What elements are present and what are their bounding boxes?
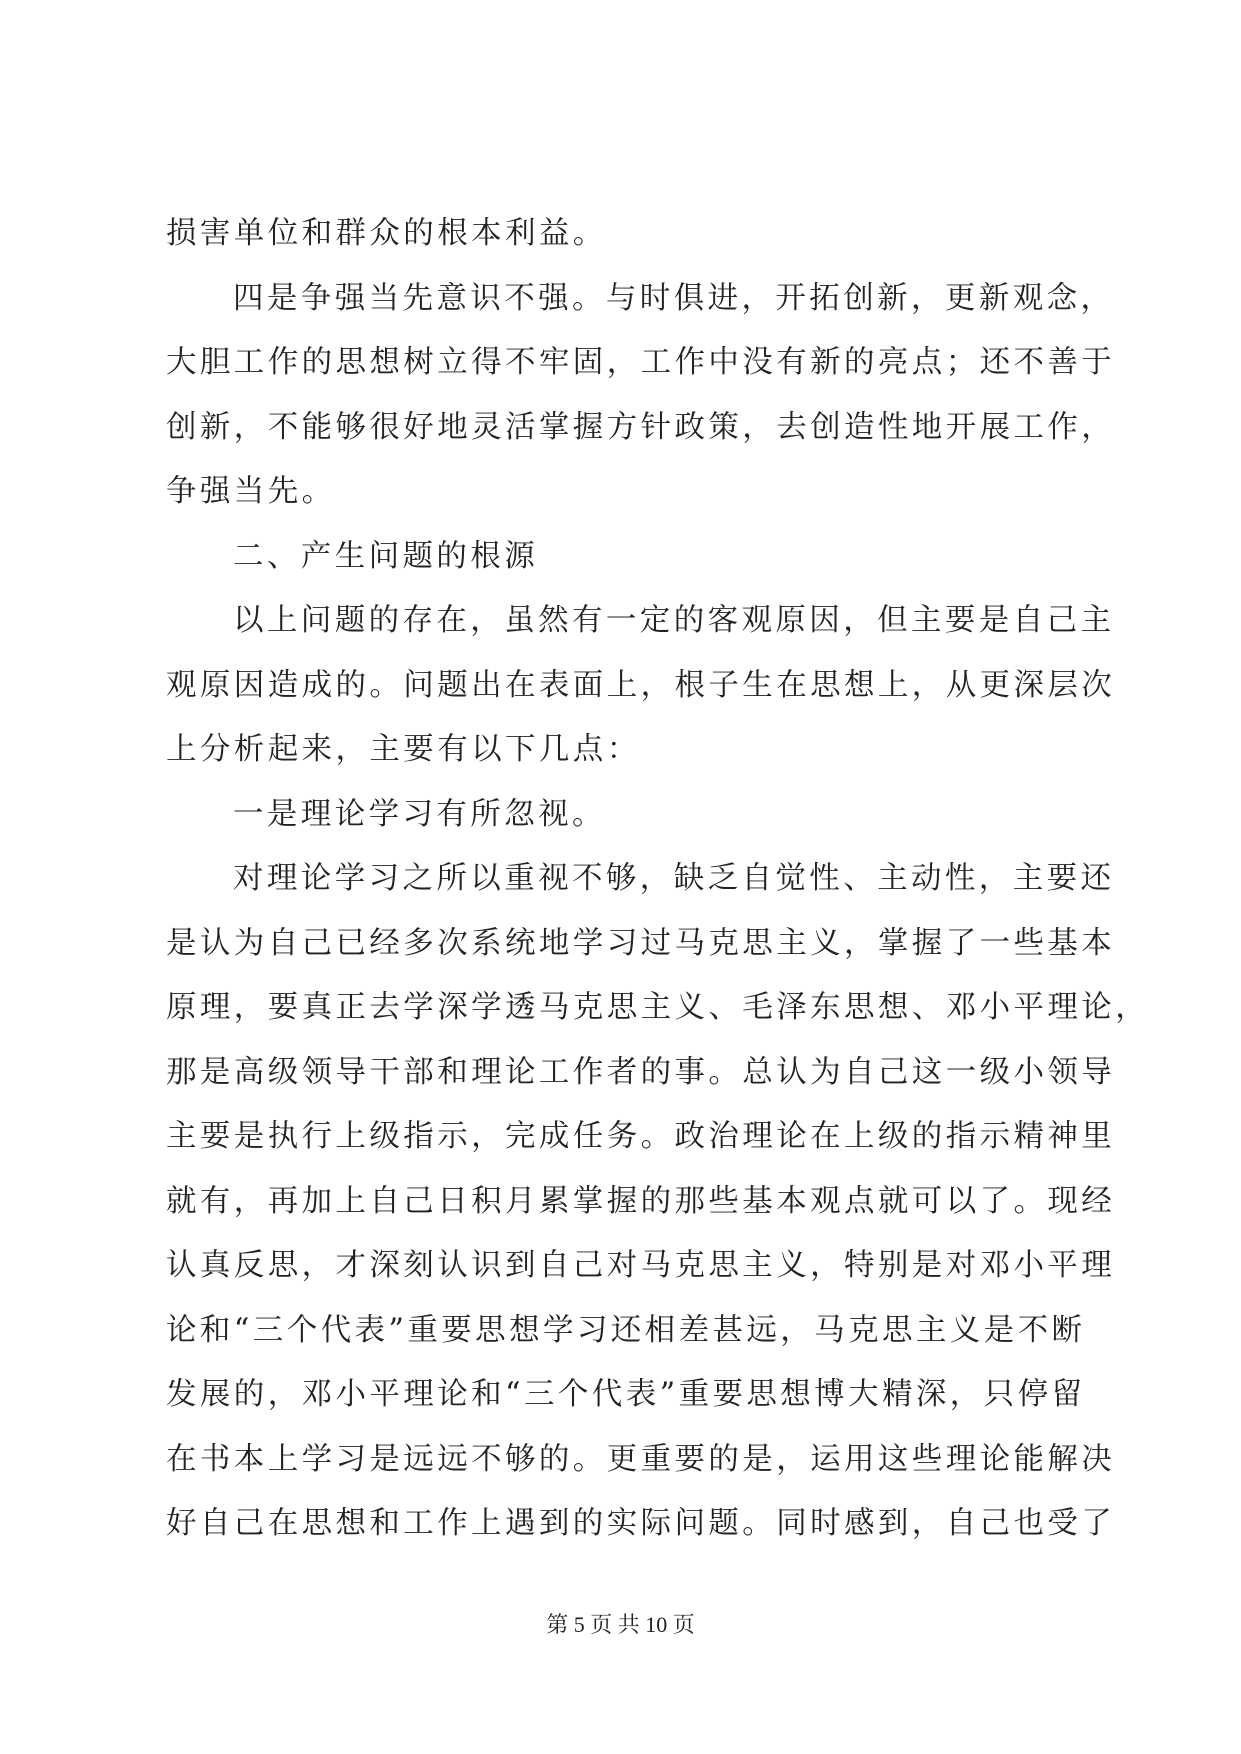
text-line: 是认为自己已经多次系统地学习过马克思主义，掌握了一些基本 bbox=[166, 925, 1116, 961]
text-line: 大胆工作的思想树立得不牢固，工作中没有新的亮点；还不善于 bbox=[166, 345, 1116, 380]
text-line: 原理，要真正去学深学透马克思主义、毛泽东思想、邓小平理论， bbox=[166, 990, 1150, 1025]
text-line: 那是高级领导干部和理论工作者的事。总认为自己这一级小领导 bbox=[166, 1054, 1116, 1090]
text-line: 发展的，邓小平理论和“三个代表”重要思想博大精深，只停留 bbox=[166, 1377, 1086, 1412]
text-line: 在书本上学习是远远不够的。更重要的是，运用这些理论能解决 bbox=[166, 1441, 1116, 1477]
text-line: 观原因造成的。问题出在表面上，根子生在思想上，从更深层次 bbox=[166, 667, 1116, 703]
text-line: 争强当先。 bbox=[166, 474, 336, 509]
text-line: 创新，不能够很好地灵活掌握方针政策，去创造性地开展工作， bbox=[166, 409, 1116, 445]
text-line: 好自己在思想和工作上遇到的实际问题。同时感到，自己也受了 bbox=[166, 1506, 1116, 1541]
text-line: 一是理论学习有所忽视。 bbox=[233, 796, 606, 832]
text-line: 损害单位和群众的根本利益。 bbox=[166, 216, 607, 251]
text-line: 对理论学习之所以重视不够，缺乏自觉性、主动性，主要还 bbox=[233, 861, 1115, 896]
text-line: 主要是执行上级指示，完成任务。政治理论在上级的指示精神里 bbox=[166, 1119, 1116, 1154]
text-line: 四是争强当先意识不强。与时俱进，开拓创新，更新观念， bbox=[233, 280, 1115, 316]
text-line: 上分析起来，主要有以下几点： bbox=[166, 732, 641, 767]
text-line: 以上问题的存在，虽然有一定的客观原因，但主要是自己主 bbox=[233, 603, 1115, 638]
text-line: 就有，再加上自己日积月累掌握的那些基本观点就可以了。现经 bbox=[166, 1183, 1116, 1219]
text-line: 认真反思，才深刻认识到自己对马克思主义，特别是对邓小平理 bbox=[166, 1248, 1116, 1283]
text-line: 论和“三个代表”重要思想学习还相差甚远，马克思主义是不断 bbox=[166, 1312, 1086, 1348]
document-body bbox=[166, 202, 1150, 1557]
page-footer: 第 5 页 共 10 页 bbox=[546, 1612, 695, 1637]
text-line: 二、产生问题的根源 bbox=[233, 538, 539, 574]
